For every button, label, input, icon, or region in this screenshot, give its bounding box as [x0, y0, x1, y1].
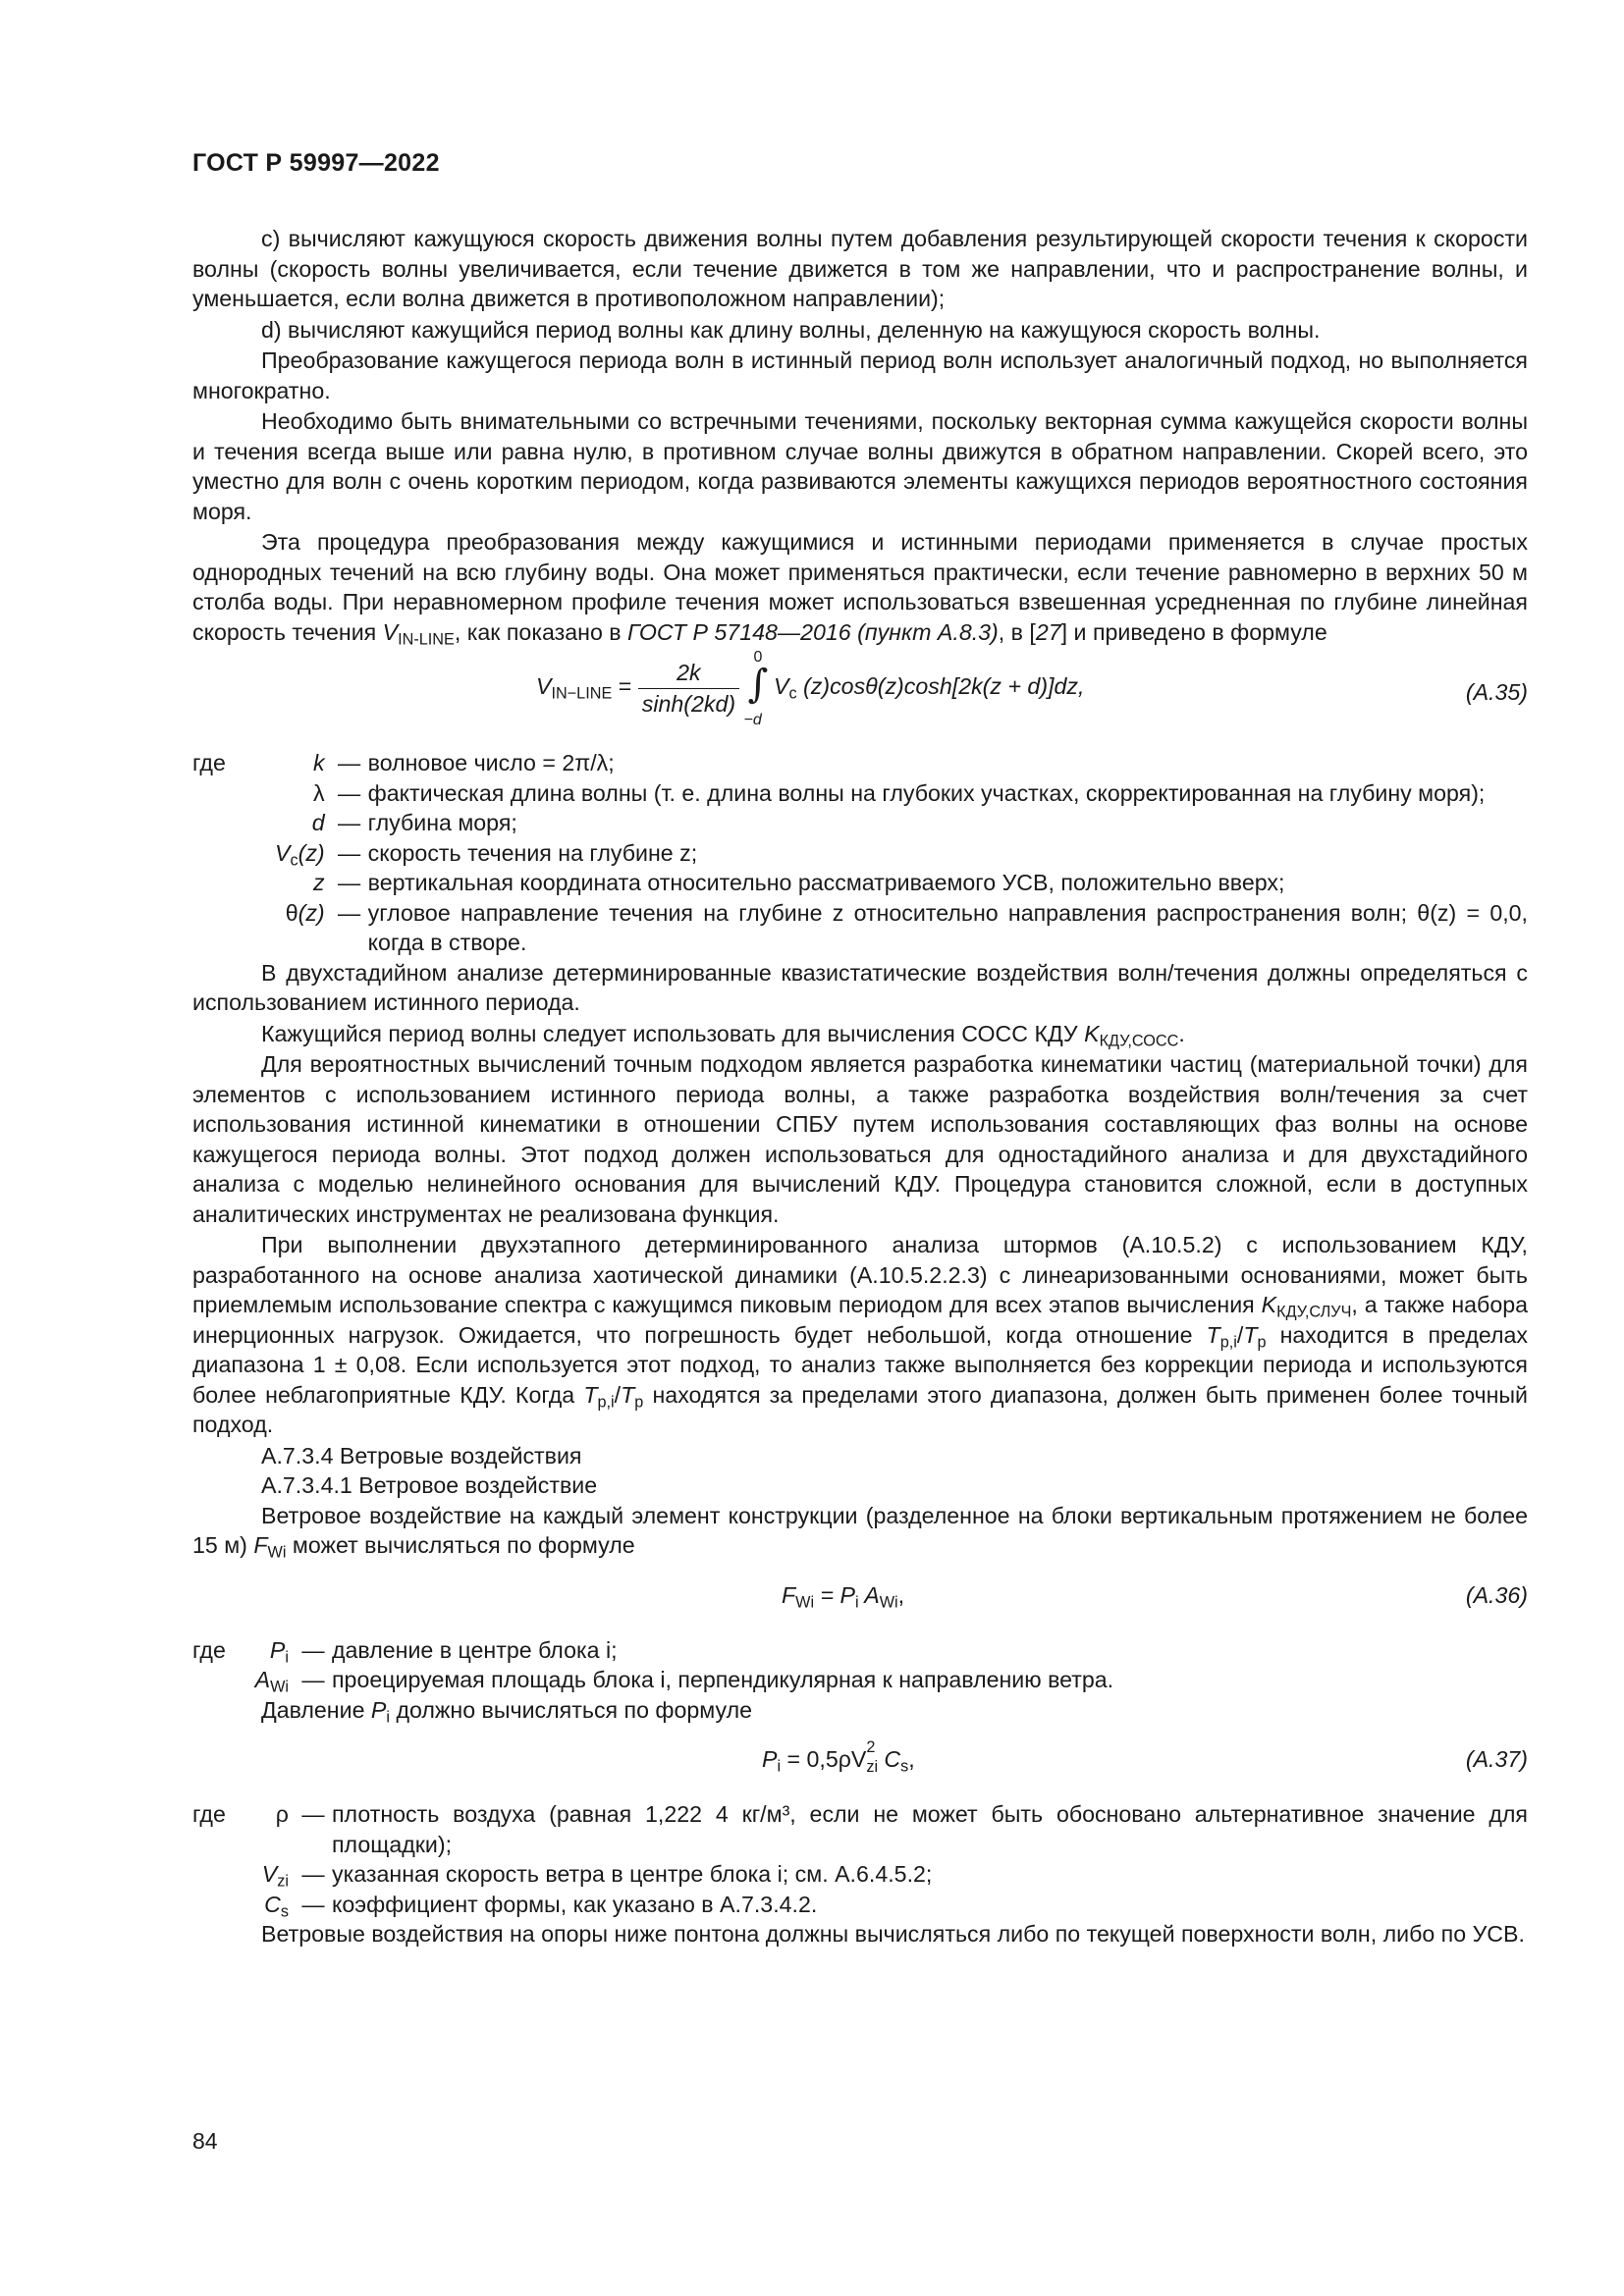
paragraph-two-stage: В двухстадийном анализе детерминированные квазистатические воздействия волн/течения должны определяться с использованием истинного периода.	[192, 959, 1528, 1015]
formula-label: (А.35)	[1465, 679, 1528, 705]
integral-sign: 0 ∫ −d	[743, 649, 769, 728]
definition-row: где k — волновое число = 2π/λ;	[192, 750, 615, 775]
paragraph-wind-effect: Ветровое воздействие на каждый элемент конструкции (разделенное на блоки вертикальным протяжением не более 15 м) $F_{Wi}$ может вычисляться по формуле	[192, 1502, 1528, 1562]
paragraph-pressure: Давление $P_i$ должно вычисляться по формуле	[261, 1696, 753, 1727]
definitions-a37	[192, 1799, 1528, 1919]
standard-header: ГОСТ Р 59997—2022	[192, 149, 440, 177]
definition-row: где $P_i$ — давление в центре блока i;	[192, 1636, 618, 1667]
definition-row: θ(z) — угловое направление течения на глубине z относительно направления распространения волн; θ(z) = 0,0, когда в створе.	[285, 899, 1528, 955]
section-heading-wind-effects: А.7.3.4 Ветровые воздействия	[261, 1442, 582, 1468]
paragraph-d: d) вычисляют кажущийся период волны как длину волны, деленную на кажущуюся скорость волны.	[261, 316, 1321, 343]
reference-gost[interactable]: ГОСТ Р 57148—2016 (пункт А.8.3)	[627, 618, 999, 645]
fraction: $\frac{2k}{\sinh(2kd)}$	[638, 658, 739, 719]
document-body	[192, 224, 1528, 1950]
formula-a36: $F_{Wi} = P_i$ $A_{Wi}$, (А.36)	[782, 1581, 1528, 1612]
paragraph-conversion: Преобразование кажущегося периода волн в истинный период волн использует аналогичный подход, но выполняется многократно.	[192, 347, 1528, 403]
definitions-a35	[192, 748, 1528, 958]
definition-row: где ρ — плотность воздуха (равная 1,222 4 кг/м³, если не может быть обосновано альтернативное значение для площадки);	[192, 1801, 1528, 1857]
definition-row: d — глубина моря;	[311, 810, 517, 835]
paragraph-apparent-period: Кажущийся период волны следует использовать для вычисления СОСС КДУ $K_{КДУ,СОСС}$.	[261, 1020, 1185, 1050]
definition-row: λ — фактическая длина волны (т. е. длина волны на глубоких участках, скорректированная на глубину моря);	[313, 779, 1486, 806]
paragraph-wind-legs: Ветровые воздействия на опоры ниже понтона должны вычисляться либо по текущей поверхности волн, либо по УСВ.	[261, 1921, 1525, 1947]
definition-row: z — вертикальная координата относительно рассматриваемого УСВ, положительно вверх;	[313, 870, 1285, 895]
formula-label: (А.37)	[1465, 1746, 1528, 1772]
definition-row: $C_s$ — коэффициент формы, как указано в А.7.3.4.2.	[264, 1891, 818, 1921]
page-number: 84	[192, 2128, 218, 2154]
definition-row: $V_c(z)$ — скорость течения на глубине z;	[275, 839, 698, 870]
formula-a35: $V_{IN-LINE}$ = $\frac{2k}{\sinh(2kd)}$ 0 ∫ −d $V_c$ (z)cosθ(z)cosh[2k(z + d)]dz, (А.35)	[536, 649, 1528, 728]
paragraph-procedure: Эта процедура преобразования между кажущимися и истинными периодами применяется в случае простых однородных течений на всю глубину воды. Она может применяться практически, если течение равномерно в верхних 50 м столба воды. При неравномерном профиле течения может использоваться взвешенная усредненная по глубине линейная скорость течения $V_{IN-LINE}$, как показано в ГОСТ Р 57148—2016 (пункт А.8.3), в [27] и приведено в формуле	[192, 529, 1528, 649]
definition-row: $V_{zi}$ — указанная скорость ветра в центре блока i; см. А.6.4.5.2;	[261, 1861, 933, 1891]
paragraph-opposing-currents: Необходимо быть внимательными со встречными течениями, поскольку векторная сумма кажущейся скорости волны и течения всегда выше или равна нулю, в противном случае волны движутся в обратном направлении. Скорей всего, это уместно для волн с очень коротким периодом, когда развиваются элементы кажущихся периодов вероятностного состояния моря.	[192, 408, 1528, 524]
paragraph-storm-analysis: При выполнении двухэтапного детерминированного анализа штормов (А.10.5.2) с использованием КДУ, разработанного на основе анализа хаотической динамики (А.10.5.2.2.3) с линеаризованными основаниями, может быть приемлемым использование спектра с кажущимся пиковым периодом для всех этапов вычисления $K_{КДУ,СЛУЧ}$, а также набора инерционных нагрузок. Ожидается, что погрешность будет небольшой, когда отношение $T_{p,i}/T_p$ находится в пределах диапазона 1 ± 0,08. Если используется этот подход, то анализ также выполняется без коррекции периода и используются более неблагоприятные КДУ. Когда $T_{p,i}/T_p$ находятся за пределами этого диапазона, должен быть применен более точный подход.	[192, 1232, 1529, 1437]
formula-a37: $P_i = 0,5\rho V$ 2 zi $C_s$, (А.37)	[762, 1738, 1528, 1776]
definitions-a36	[192, 1635, 1113, 1695]
paragraph-probabilistic: Для вероятностных вычислений точным подходом является разработка кинематики частиц (материальной точки) для элементов с использованием истинного периода волны, а также разработка воздействия волн/течения за счет использования истинной кинематики в отношении СПБУ путем использования составляющих фаз волны на основе кажущегося периода волны. Этот подход должен использоваться для одностадийного анализа и для двухстадийного анализа с моделью нелинейного основания для вычислений КДУ. Процедура становится сложной, если в доступных аналитических инструментах не реализована функция.	[192, 1051, 1528, 1227]
definition-row: $A_{Wi}$ — проецируемая площадь блока i, перпендикулярная к направлению ветра.	[254, 1667, 1114, 1696]
paragraph-c: c) вычисляют кажущуюся скорость движения волны путем добавления результирующей скорости течения к скорости волны (скорость волны увеличивается, если течение движется в том же направлении, что и распространение волны, и уменьшается, если волна движется в противоположном направлении);	[192, 226, 1528, 311]
formula-label: (А.36)	[1465, 1581, 1528, 1608]
reference-27[interactable]: 27	[1035, 618, 1061, 645]
section-heading-wind-effect: А.7.3.4.1 Ветровое воздействие	[261, 1472, 598, 1498]
